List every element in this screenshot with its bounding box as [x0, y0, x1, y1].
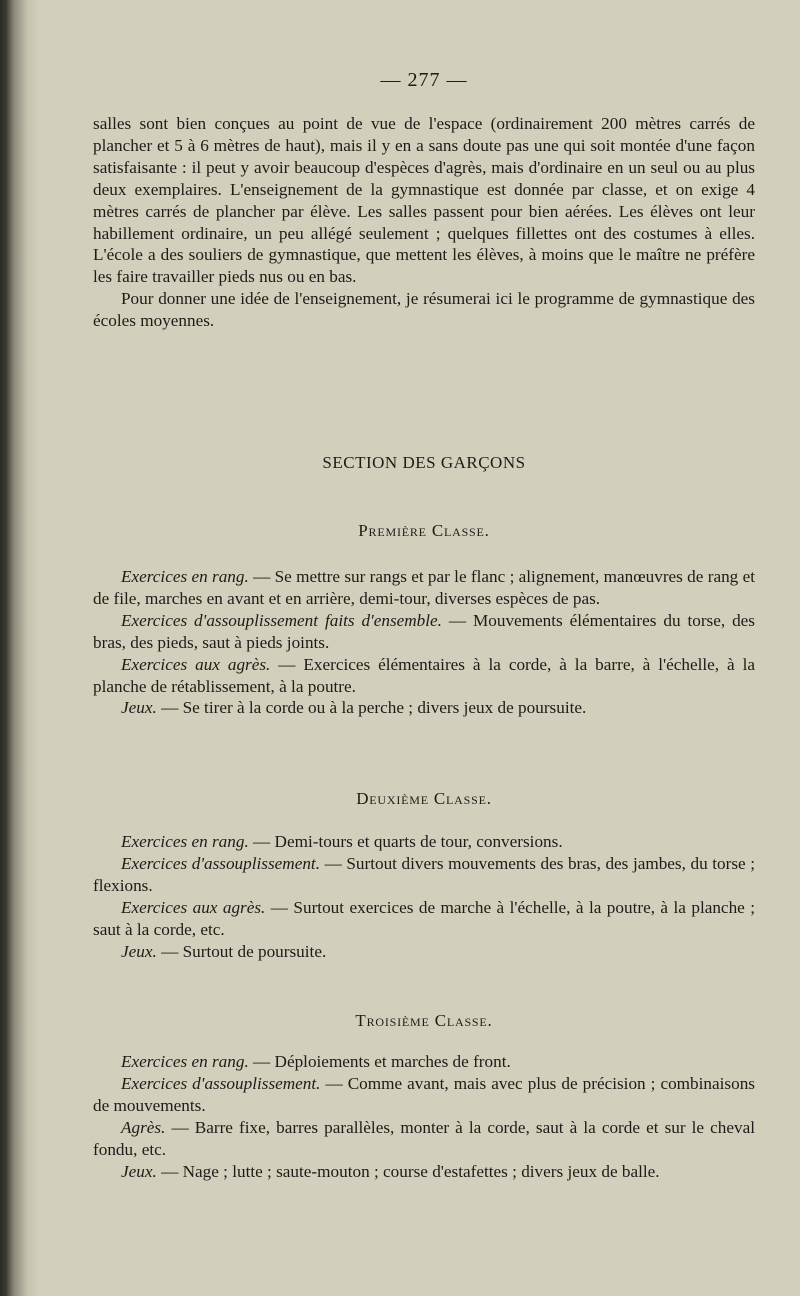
item-text: — Barre fixe, barres parallèles, monter à la corde, saut à la corde et sur le cheval fondu, etc. — [93, 1117, 755, 1159]
class-title-deuxieme: Deuxième Classe. — [356, 789, 492, 808]
page-number: — 277 — — [380, 69, 468, 91]
item-lead: Exercices aux agrès. — [121, 897, 266, 917]
item-text: — Se mettre sur rangs et par le flanc ; alignement, manœuvres de rang et de file, marches en avant et en arrière, demi-tour, diverses espèces de pas. — [93, 567, 755, 608]
item-text: — Surtout de poursuite. — [156, 941, 327, 961]
list-item — [93, 1051, 755, 1073]
list-item — [93, 697, 755, 719]
section-title: SECTION DES GARÇONS — [322, 453, 526, 472]
list-item — [93, 941, 755, 963]
class-title-premiere: Première Classe. — [358, 521, 490, 540]
item-lead: Exercices aux agrès. — [121, 654, 271, 674]
item-text: — Demi-tours et quarts de tour, conversions. — [248, 832, 563, 851]
list-item — [93, 1161, 755, 1183]
list-item — [93, 853, 755, 897]
book-spine-shadow — [0, 0, 40, 1296]
item-lead: Exercices d'assouplissement. — [121, 853, 321, 873]
item-lead: Exercices en rang. — [121, 832, 249, 851]
item-text: — Nage ; lutte ; saute-mouton ; course d'estafettes ; divers jeux de balle. — [156, 1161, 660, 1181]
list-item — [93, 654, 755, 698]
item-lead: Exercices en rang. — [121, 567, 249, 586]
item-lead: Exercices d'assouplissement. — [121, 1073, 321, 1093]
class-block-premiere — [93, 566, 755, 719]
item-text: — Comme avant, mais avec plus de précision ; combinaisons de mouvements. — [93, 1073, 755, 1115]
list-item — [93, 1073, 755, 1117]
item-lead: Jeux. — [121, 1161, 157, 1181]
class-title-troisieme: Troisième Classe. — [355, 1011, 493, 1030]
item-lead: Jeux. — [121, 698, 157, 718]
item-lead: Exercices d'assouplissement faits d'ensemble. — [121, 610, 442, 630]
list-item — [93, 831, 755, 853]
list-item — [93, 566, 755, 610]
item-text: — Surtout divers mouvements des bras, des jambes, du torse ; flexions. — [93, 853, 755, 895]
intro-text — [93, 113, 755, 332]
intro-paragraph-2: Pour donner une idée de l'enseignement, je résumerai ici le programme de gymnastique des écoles moyennes. — [93, 289, 755, 331]
item-lead: Agrès. — [121, 1117, 166, 1137]
list-item — [93, 610, 755, 654]
item-text: — Exercices élémentaires à la corde, à la barre, à l'échelle, à la planche de rétablissement, à la poutre. — [93, 654, 755, 696]
item-text: — Se tirer à la corde ou à la perche ; divers jeux de poursuite. — [156, 698, 587, 718]
item-lead: Exercices en rang. — [121, 1052, 249, 1071]
item-lead: Jeux. — [121, 941, 157, 961]
item-text: — Mouvements élémentaires du torse, des bras, des pieds, saut à pieds joints. — [93, 610, 755, 652]
list-item — [93, 897, 755, 941]
class-block-troisieme — [93, 1051, 755, 1182]
class-block-deuxieme — [93, 831, 755, 962]
list-item — [93, 1117, 755, 1161]
item-text: — Surtout exercices de marche à l'échelle, à la poutre, à la planche ; saut à la corde, etc. — [93, 897, 756, 939]
item-text: — Déploiements et marches de front. — [248, 1052, 511, 1071]
intro-paragraph-1: salles sont bien conçues au point de vue de l'espace (ordinairement 200 mètres carrés de plancher et 5 à 6 mètres de haut), mais il y en a sans doute pas une qui soit montée d'une façon satisfaisante : il peut y avoir beaucoup d'espèces d'agrès, mais d'ordinaire en un seul ou au plus deux exemplaires. L'enseignement de la gymnastique est donnée par classe, et on exige 4 mètres carrés de plancher par élève. Les salles passent pour bien aérées. Les élèves ont leur habillement ordinaire, un peu allégé seulement ; quelques fillettes ont des costumes à elles. L'école a des souliers de gymnastique, que mettent les élèves, à moins que le maître ne préfère les faire travailler pieds nus ou en bas. — [93, 114, 755, 287]
